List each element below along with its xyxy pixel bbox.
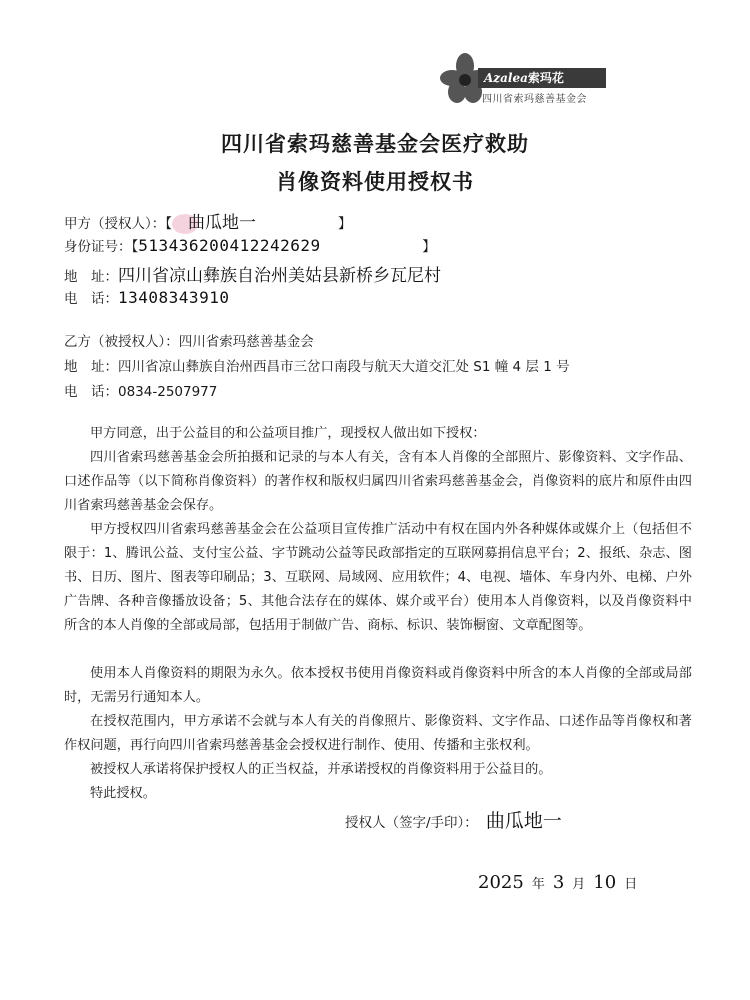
signing-date — [478, 872, 645, 893]
party-a-name-label: 甲方（授权人）：【 — [64, 216, 172, 232]
party-a-phone-label: 电 话： — [64, 291, 118, 307]
party-a-id-value: 513436200412242629 — [138, 236, 321, 255]
logo-brand-cn: 索玛花 — [527, 71, 564, 85]
party-a-address-row — [64, 261, 441, 286]
date-month-unit: 月 — [572, 877, 586, 892]
party-b-phone: 电 话：0834-2507977 — [64, 384, 218, 400]
logo-org-name: 四川省索玛慈善基金会 — [482, 94, 587, 105]
party-a-name-value: 曲瓜地一 — [188, 213, 256, 233]
date-year: 2025 — [478, 872, 524, 893]
logo-brand-en: Azalea — [484, 71, 528, 85]
foundation-logo — [438, 52, 608, 112]
party-a-phone-row — [64, 287, 229, 307]
party-a-phone-value: 13408343910 — [118, 288, 230, 307]
body-paragraph-6: 被授权人承诺将保护授权人的正当权益，并承诺授权的肖像资料用于公益目的。 — [90, 762, 552, 777]
party-b-name: 乙方（被授权人）：四川省索玛慈善基金会 — [64, 334, 314, 350]
body-paragraph-5: 在授权范围内，甲方承诺不会就与本人有关的肖像照片、影像资料、文字作品、口述作品等肖像权和著作权问题，再行向四川省索玛慈善基金会授权进行制作、使用、传播和主张权利。 — [64, 714, 692, 753]
body-paragraph-7: 特此授权。 — [90, 786, 156, 801]
date-day: 10 — [593, 872, 617, 893]
signature-label: 授权人（签字/手印）： — [345, 815, 478, 831]
body-paragraph-3: 甲方授权四川省索玛慈善基金会在公益项目宣传推广活动中有权在国内外各种媒体或媒介上（包括但不限于：1、腾讯公益、支付宝公益、字节跳动公益等民政部指定的互联网募捐信息平台；2、报纸、杂志、图书、日历、图片、图表等印刷品；3、互联网、局域网、应用软件；4、电视、墙体、车身内外、电梯、户外广告牌、各种音像播放设备；5、其他合法存在的媒体、媒介或平台）使用本人肖像资料，以及肖像资料中所含的本人肖像的全部或局部，包括用于制做广告、商标、标识、装饰橱窗、文章配图等。 — [64, 522, 692, 633]
party-a-address-value: 四川省凉山彝族自治州美姑县新桥乡瓦尼村 — [118, 266, 441, 286]
party-a-name-close: 】 — [338, 216, 352, 232]
party-a-address-label: 地 址： — [64, 269, 118, 285]
logo-brand-bar — [478, 68, 606, 88]
party-b-address: 地 址：四川省凉山彝族自治州西昌市三岔口南段与航天大道交汇处 S1 幢 4 层 1 号 — [64, 359, 570, 375]
date-year-unit: 年 — [531, 877, 545, 892]
signature-row — [345, 806, 562, 833]
party-a-id-label: 身份证号：【 — [64, 239, 139, 255]
date-day-unit: 日 — [624, 877, 638, 892]
document-subtitle: 肖像资料使用授权书 — [276, 169, 474, 194]
body-paragraph-1: 甲方同意，出于公益目的和公益项目推广，现授权人做出如下授权： — [90, 426, 486, 441]
body-paragraph-4: 使用本人肖像资料的期限为永久。依本授权书使用肖像资料或肖像资料中所含的本人肖像的全部或局部时，无需另行通知本人。 — [64, 666, 692, 705]
party-a-id-close: 】 — [422, 239, 436, 255]
document-title: 四川省索玛慈善基金会医疗救助 — [221, 131, 529, 156]
signature-name: 曲瓜地一 — [485, 810, 562, 832]
body-paragraph-2: 四川省索玛慈善基金会所拍摄和记录的与本人有关，含有本人肖像的全部照片、影像资料、文字作品、口述作品等（以下简称肖像资料）的著作权和版权归属四川省索玛慈善基金会，肖像资料的底片和原件由四川省索玛慈善基金会保存。 — [64, 450, 692, 513]
party-a-name-row — [64, 208, 352, 234]
party-a-id-row — [64, 235, 436, 255]
date-month: 3 — [552, 872, 565, 893]
